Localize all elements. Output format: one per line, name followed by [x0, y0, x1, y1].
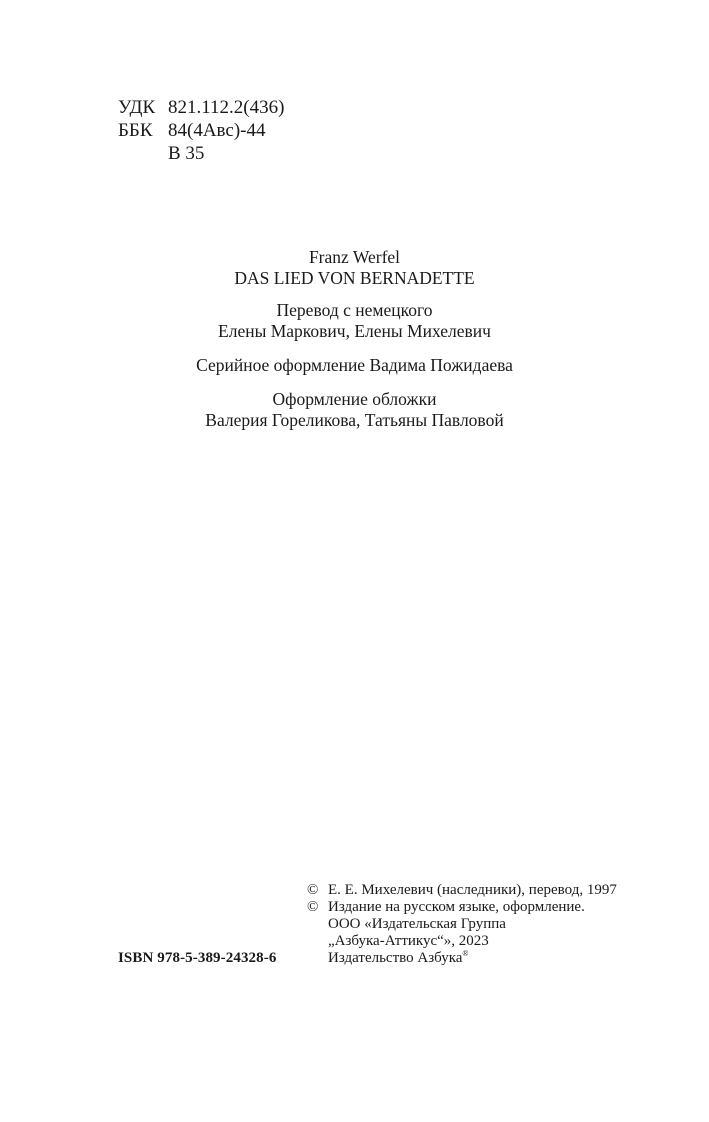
- copyright-row-translation: [307, 882, 617, 899]
- series-design: Серийное оформление Вадима Пожидаева: [196, 355, 513, 375]
- copyright-row-publisher-1: [307, 916, 617, 933]
- cover-line-1: Оформление обложки: [272, 389, 437, 409]
- cover-design-credit: [0, 389, 709, 431]
- copyright-symbol: ©: [307, 882, 319, 898]
- publisher-line-2: „Азбука-Аттикус“», 2023: [328, 933, 489, 949]
- author-mark-row: [118, 142, 284, 165]
- udk-value: 821.112.2(436): [168, 97, 285, 118]
- original-work: [0, 247, 709, 289]
- series-design-credit: [0, 355, 709, 376]
- publisher-line-1: ООО «Издательская Группа: [328, 916, 506, 932]
- registered-mark: ®: [462, 949, 469, 958]
- translation-credit: [0, 300, 709, 342]
- bbk-label: ББК: [118, 120, 153, 141]
- imprint-name: Издательство Азбука: [328, 950, 463, 966]
- copyright-row-imprint: [307, 950, 617, 967]
- original-title: DAS LIED VON BERNADETTE: [234, 268, 475, 288]
- translation-line-1: Перевод с немецкого: [276, 300, 433, 320]
- author-mark: В 35: [168, 143, 205, 164]
- imprint-line: [328, 950, 469, 967]
- udk-row: [118, 96, 284, 119]
- copyright-edition: Издание на русском языке, оформление.: [328, 899, 585, 915]
- bbk-row: [118, 119, 284, 142]
- copyright-row-publisher-2: [307, 933, 617, 950]
- translation-line-2: Елены Маркович, Елены Михелевич: [218, 321, 491, 341]
- cover-line-2: Валерия Гореликова, Татьяны Павловой: [205, 410, 504, 430]
- udk-label: УДК: [118, 97, 156, 118]
- copyright-translation: Е. Е. Михелевич (наследники), перевод, 1997: [328, 882, 617, 898]
- isbn: ISBN 978-5-389-24328-6: [118, 950, 277, 966]
- bbk-value: 84(4Авс)-44: [168, 120, 266, 141]
- copyright-row-edition: [307, 899, 617, 916]
- credits-block: [0, 247, 709, 444]
- classification-block: [118, 96, 284, 165]
- copyright-block: [307, 882, 617, 967]
- copyright-symbol: ©: [307, 899, 319, 915]
- original-author: Franz Werfel: [308, 247, 401, 267]
